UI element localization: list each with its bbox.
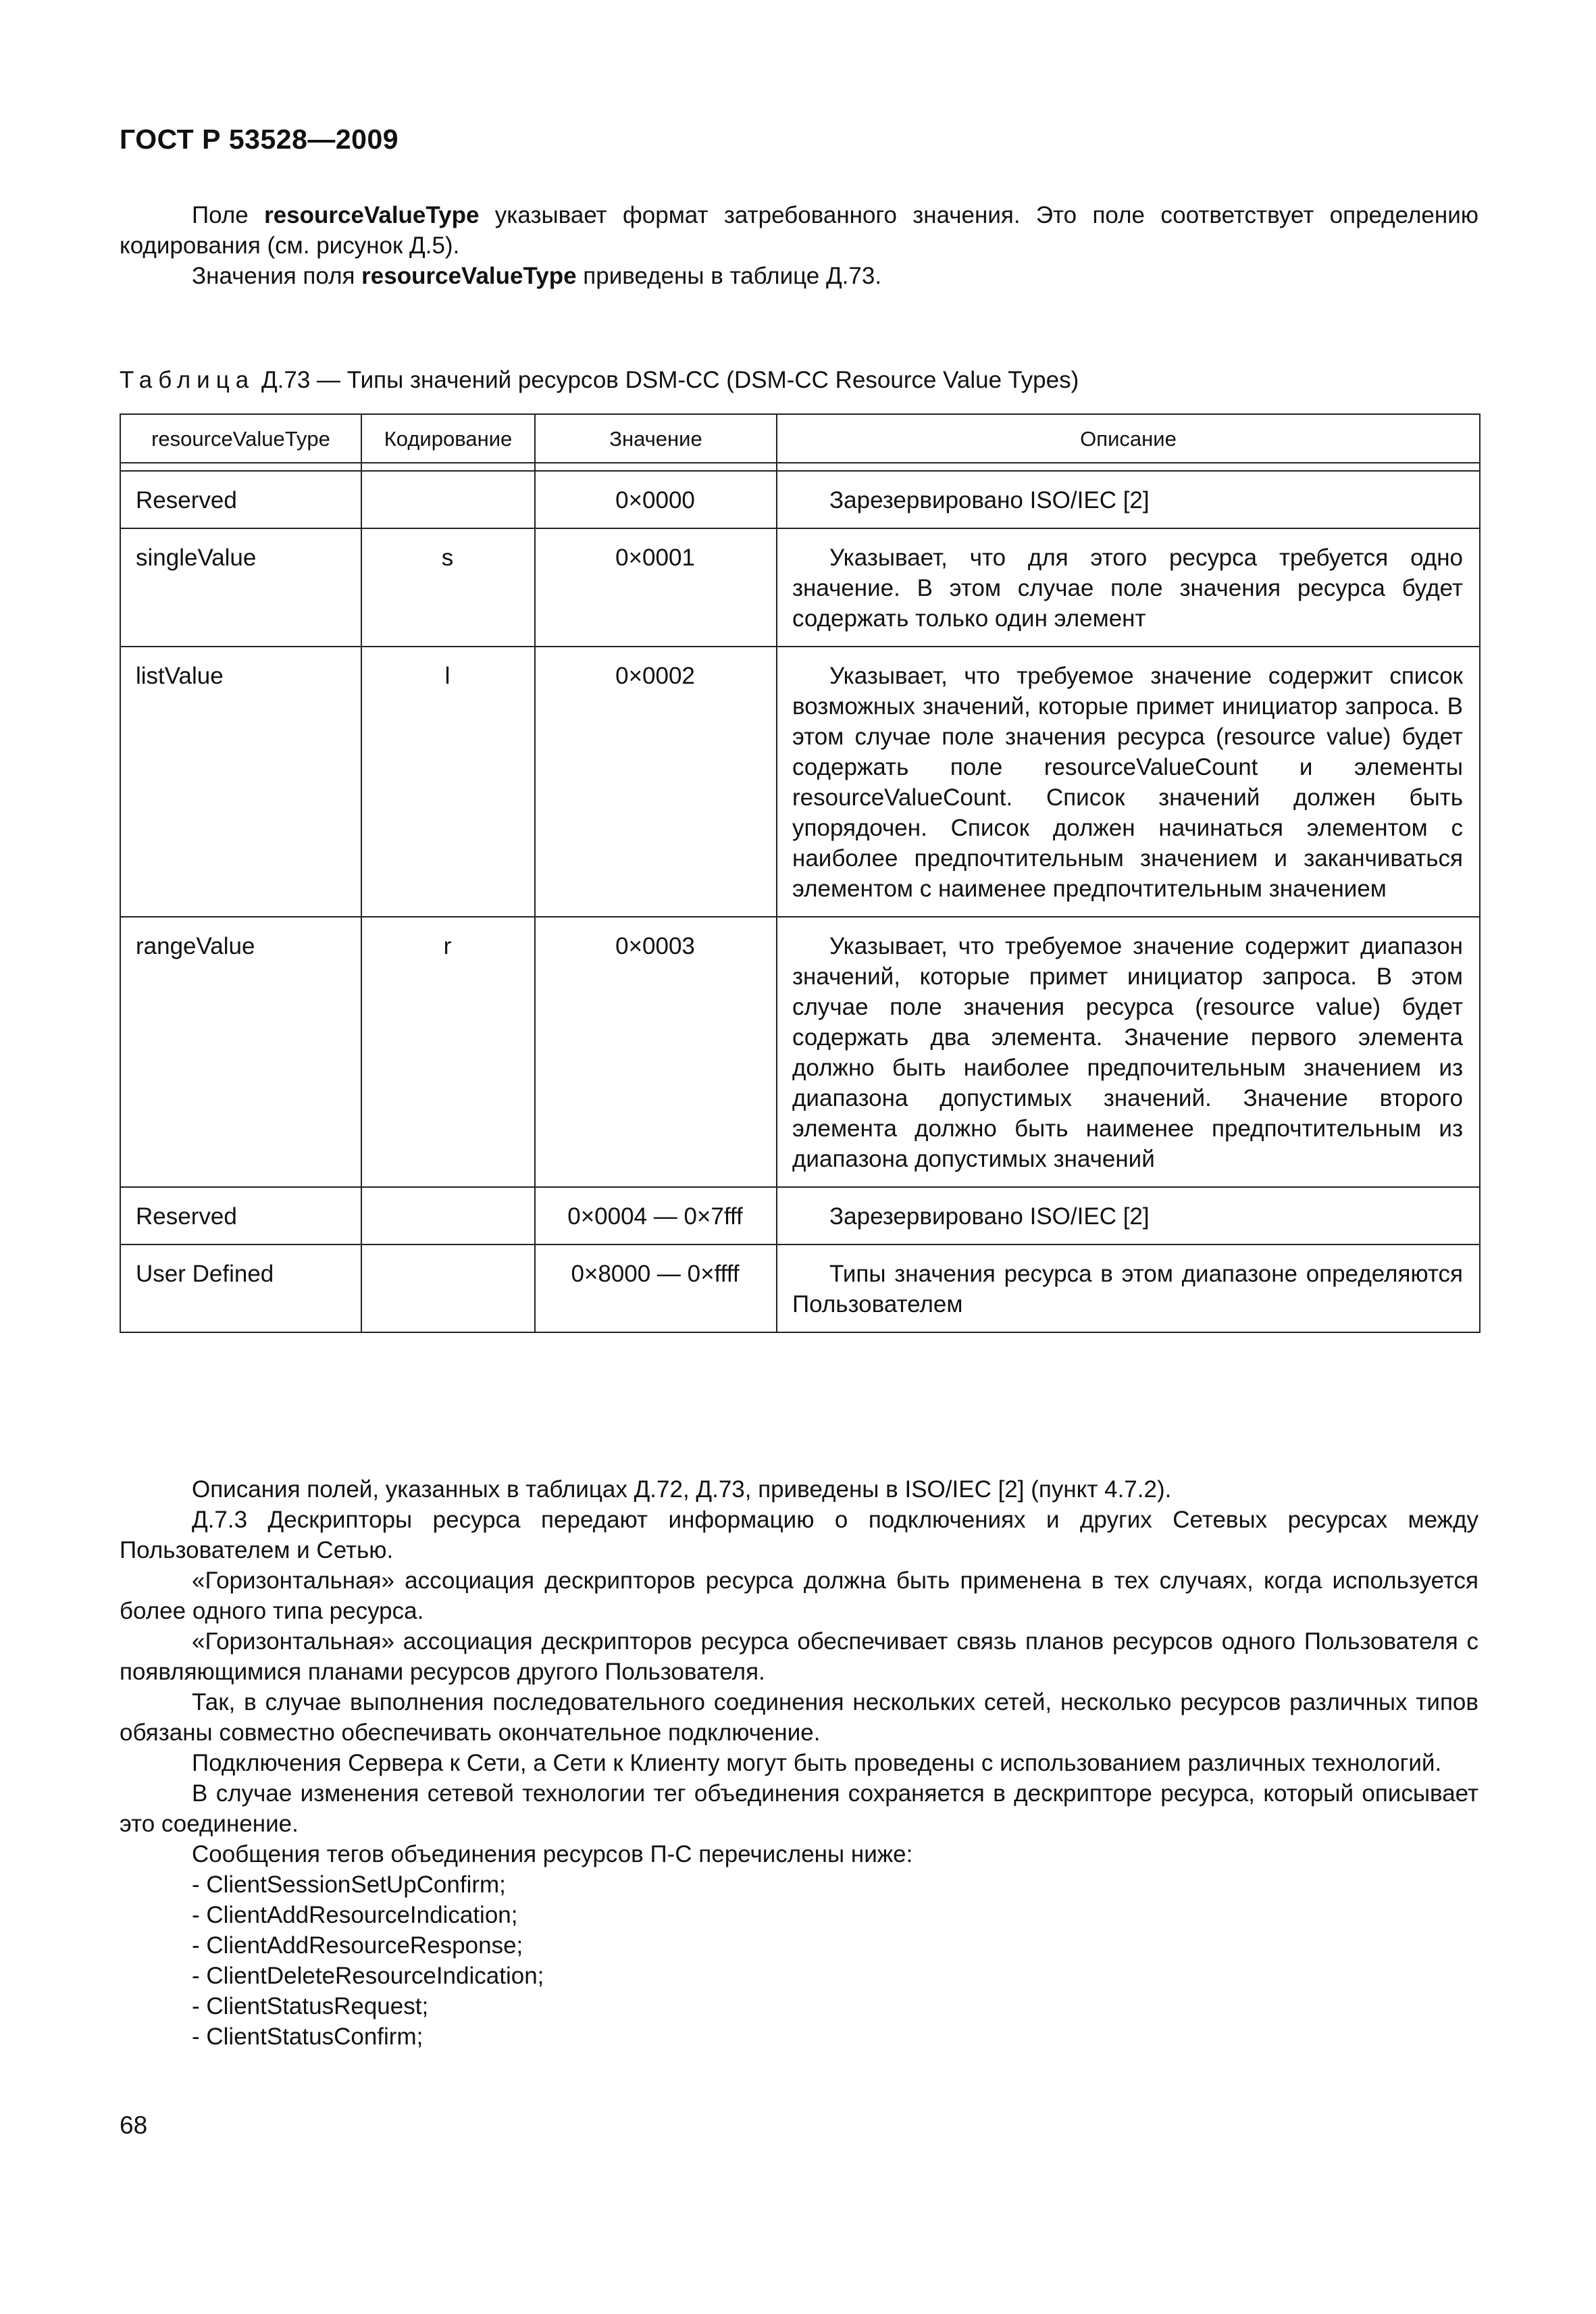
description-text: Указывает, что требуемое значение содержит список возможных значений, которые примет инициатор запроса. В этом случае поле значения ресурса (resource value) будет содержать поле resourceValueCount и элементы resourceValueCount. Список значений должен быть упорядочен. Список должен начинаться элементом с наиболее предпочтительным значением и заканчиваться элементом с наименее предпочтительным значением (792, 663, 1463, 902)
cell-value: 0×0000 (535, 471, 777, 528)
intro-text: приведены в таблице Д.73. (576, 263, 882, 289)
column-header: Описание (777, 414, 1480, 463)
body-paragraph: Сообщения тегов объединения ресурсов П-С перечислены ниже: (192, 1841, 913, 1867)
cell-value: 0×0001 (535, 528, 777, 647)
table-row (120, 647, 1480, 917)
cell-encoding: s (361, 528, 535, 647)
table-header-row (120, 414, 1480, 463)
intro-text: Значения поля (192, 263, 362, 289)
cell-type: User Defined (120, 1244, 361, 1332)
body-paragraph: Д.7.3 Дескрипторы ресурса передают информацию о подключениях и других Сетевых ресурсах между Пользователем и Сетью. (120, 1507, 1478, 1563)
list-item: - ClientDeleteResourceIndication; (192, 1963, 544, 1989)
cell-encoding (361, 1187, 535, 1244)
document-header: ГОСТ Р 53528—2009 (120, 124, 399, 155)
field-name: resourceValueType (264, 202, 480, 228)
table-row (120, 1187, 1480, 1244)
body-paragraph: Так, в случае выполнения последовательного соединения нескольких сетей, несколько ресурсов различных типов обязаны совместно обеспечивать окончательное подключение. (120, 1689, 1478, 1746)
cell-description (777, 917, 1480, 1187)
cell-description (777, 528, 1480, 647)
cell-value: 0×8000 — 0×ffff (535, 1244, 777, 1332)
body-paragraph: В случае изменения сетевой технологии тег объединения сохраняется в дескрипторе ресурса, который описывает это соединение. (120, 1780, 1478, 1837)
cell-encoding (361, 471, 535, 528)
body-paragraph: Описания полей, указанных в таблицах Д.72, Д.73, приведены в ISO/IEC [2] (пункт 4.7.2). (192, 1476, 1172, 1503)
intro-paragraph (120, 200, 1478, 261)
header-separator (120, 463, 1480, 471)
intro-paragraph (120, 261, 1478, 291)
column-header: resourceValueType (120, 414, 361, 463)
field-name: resourceValueType (361, 263, 577, 289)
table-caption-text: Д.73 — Типы значений ресурсов DSM-CC (DSM-CC Resource Value Types) (255, 367, 1079, 393)
cell-description (777, 647, 1480, 917)
intro-text: Поле (192, 202, 265, 228)
cell-description (777, 471, 1480, 528)
cell-encoding: l (361, 647, 535, 917)
cell-type: singleValue (120, 528, 361, 647)
cell-encoding: r (361, 917, 535, 1187)
body-paragraph: Подключения Сервера к Сети, а Сети к Клиенту могут быть проведены с использованием различных технологий. (192, 1750, 1442, 1776)
description-text: Типы значения ресурса в этом диапазоне определяются Пользователем (792, 1261, 1463, 1317)
description-text: Указывает, что для этого ресурса требуется одно значение. В этом случае поле значения ресурса будет содержать только один элемент (792, 545, 1463, 632)
cell-type: rangeValue (120, 917, 361, 1187)
body-paragraph: «Горизонтальная» ассоциация дескрипторов ресурса обеспечивает связь планов ресурсов одного Пользователя с появляющимися планами ресурсов другого Пользователя. (120, 1628, 1478, 1685)
cell-type: Reserved (120, 1187, 361, 1244)
table-row (120, 917, 1480, 1187)
list-item: - ClientStatusConfirm; (192, 2023, 423, 2050)
body-paragraph: «Горизонтальная» ассоциация дескрипторов ресурса должна быть применена в тех случаях, когда используется более одного типа ресурса. (120, 1567, 1478, 1624)
cell-type: listValue (120, 647, 361, 917)
cell-value: 0×0002 (535, 647, 777, 917)
body-section (120, 1474, 1478, 2052)
intro-section (120, 200, 1478, 291)
list-item: - ClientStatusRequest; (192, 1993, 429, 2019)
table-caption (120, 365, 1079, 395)
column-header: Кодирование (361, 414, 535, 463)
table-row (120, 471, 1480, 528)
table-row (120, 1244, 1480, 1332)
description-text: Указывает, что требуемое значение содержит диапазон значений, которые примет инициатор запроса. В этом случае поле значения ресурса (resource value) будет содержать два элемента. Значение первого элемента должно быть наиболее предпочительным значением из диапазона допустимых значений. Значение второго элемента должно быть наименее предпочтительным из диапазона допустимых значений (792, 933, 1463, 1172)
message-list (120, 1869, 1478, 2052)
cell-type: Reserved (120, 471, 361, 528)
list-item: - ClientAddResourceIndication; (192, 1902, 518, 1928)
cell-value: 0×0004 — 0×7fff (535, 1187, 777, 1244)
cell-encoding (361, 1244, 535, 1332)
list-item: - ClientAddResourceResponse; (192, 1932, 523, 1959)
cell-description (777, 1187, 1480, 1244)
page-number: 68 (120, 2111, 148, 2139)
cell-description (777, 1244, 1480, 1332)
table-row (120, 528, 1480, 647)
list-item: - ClientSessionSetUpConfirm; (192, 1871, 506, 1898)
description-text: Зарезервировано ISO/IEC [2] (829, 487, 1150, 513)
resource-value-types-table (120, 413, 1481, 1333)
intro-text: указывает формат затребованного значения. Это поле соответствует определению кодирования (см. рисунок Д.5). (120, 202, 1478, 259)
column-header: Значение (535, 414, 777, 463)
table-caption-prefix: Таблица (120, 367, 255, 393)
description-text: Зарезервировано ISO/IEC [2] (829, 1203, 1150, 1230)
cell-value: 0×0003 (535, 917, 777, 1187)
